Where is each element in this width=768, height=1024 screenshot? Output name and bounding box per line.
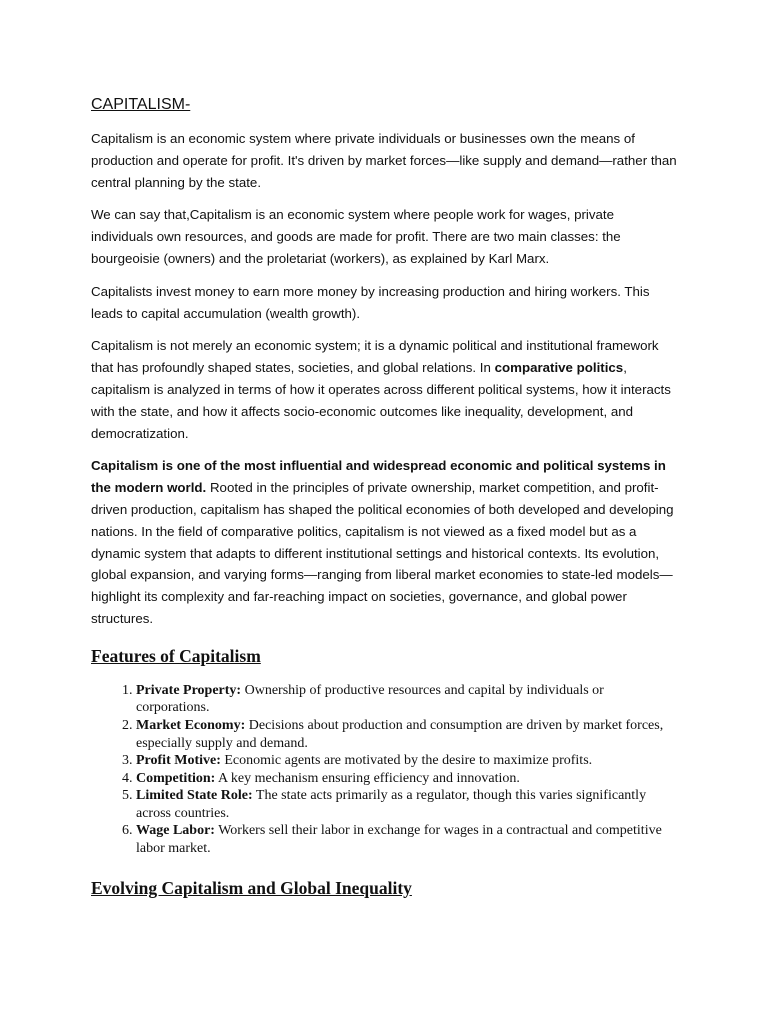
feature-desc: Economic agents are motivated by the desire to maximize profits. bbox=[220, 753, 593, 769]
feature-desc: The state acts primarily as a regulator, though this varies significantly across countries. bbox=[136, 788, 647, 821]
features-heading: Features of Capitalism bbox=[91, 645, 261, 666]
paragraph-text: , capitalism is analyzed in terms of how it operates across different political systems, how it interacts with the state, and how it affects socio-economic outcomes like inequality, development, and democratization. bbox=[91, 360, 671, 441]
evolving-heading: Evolving Capitalism and Global Inequality bbox=[91, 877, 412, 898]
paragraph-classes: We can say that,Capitalism is an economic system where people work for wages, private individuals own resources, and goods are made for profit. There are two main classes: the bourgeoisie (owners) and the proletariat (workers), as explained by Karl Marx. bbox=[91, 207, 621, 266]
paragraph-definition: Capitalism is an economic system where private individuals or businesses own the means of production and operate for profit. It's driven by market forces—like supply and demand—rather than central planning by the state. bbox=[91, 131, 677, 190]
bold-term: comparative politics bbox=[494, 360, 624, 376]
paragraph-text: Capitalism is not merely an economic system; it is a dynamic political and institutional framework that has profoundly shaped states, societies, and global relations. In bbox=[91, 338, 659, 376]
paragraph-comparative-politics bbox=[91, 335, 677, 444]
feature-item bbox=[136, 787, 677, 822]
feature-term: Wage Labor: bbox=[136, 823, 215, 839]
document-title: CAPITALISM- bbox=[91, 96, 191, 113]
paragraph-accumulation: Capitalists invest money to earn more money by increasing production and hiring workers. This leads to capital accumulation (wealth growth). bbox=[91, 283, 650, 321]
feature-term: Market Economy: bbox=[136, 717, 246, 733]
features-list bbox=[91, 682, 677, 858]
feature-term: Profit Motive: bbox=[136, 753, 221, 769]
feature-item bbox=[136, 682, 677, 717]
feature-term: Limited State Role: bbox=[136, 788, 253, 804]
paragraph-influence bbox=[91, 455, 677, 629]
bold-lead-sentence: Capitalism is one of the most influential and widespread economic and political systems in the modern world. bbox=[91, 458, 666, 496]
feature-item bbox=[136, 717, 677, 752]
feature-term: Private Property: bbox=[136, 682, 242, 698]
feature-item bbox=[136, 752, 677, 770]
feature-desc: Ownership of productive resources and capital by individuals or corporations. bbox=[136, 682, 604, 716]
feature-desc: A key mechanism ensuring efficiency and innovation. bbox=[215, 770, 520, 786]
feature-desc: Decisions about production and consumption are driven by market forces, especially supply and demand. bbox=[136, 717, 664, 751]
document-body bbox=[91, 94, 677, 914]
paragraph-text: Rooted in the principles of private ownership, market competition, and profit-driven production, capitalism has shaped the political economies of both developed and developing nations. In the field of comparative politics, capitalism is not viewed as a fixed model but as a dynamic system that adapts to different institutional settings and historical contexts. Its evolution, global expansion, and varying forms—ranging from liberal market economies to state-led models—highlight its complexity and far-reaching impact on societies, governance, and global power structures. bbox=[91, 480, 674, 626]
feature-term: Competition: bbox=[136, 770, 216, 786]
feature-item bbox=[136, 822, 677, 857]
feature-desc: Workers sell their labor in exchange for wages in a contractual and competitive labor market. bbox=[136, 823, 662, 857]
feature-item bbox=[136, 770, 677, 788]
